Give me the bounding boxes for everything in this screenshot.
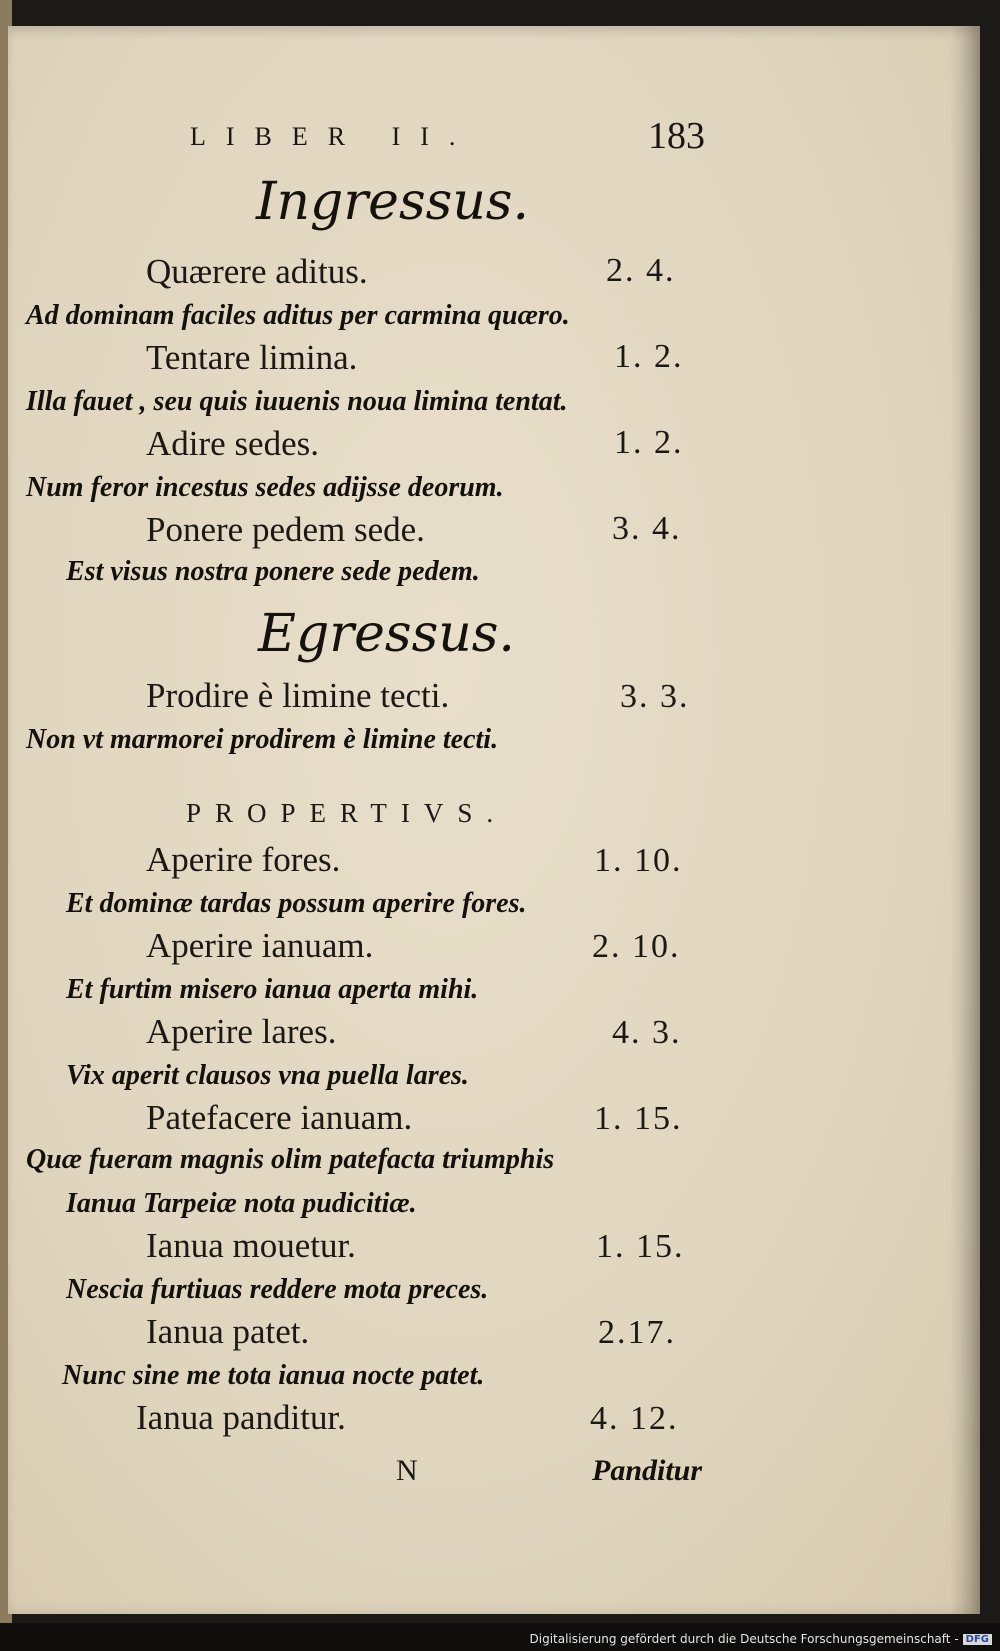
heading-ingressus: Ingressus. [256,172,530,232]
section-title-propertius: PROPERTIVS. [186,798,508,828]
dfg-logo-icon: DFG [963,1634,992,1645]
book-page [8,26,980,1614]
verse-line: Et dominæ tardas possum aperire fores. [66,888,527,919]
reference: 1. 10. [594,842,683,879]
reference: 1. 15. [596,1228,685,1265]
reference: 2. 10. [592,928,681,965]
phrase: Aperire fores. [146,840,341,879]
phrase: Prodire è limine tecti. [146,676,450,715]
verse-line: Illa fauet , seu quis iuuenis noua limina tentat. [26,386,568,417]
signature-mark: N [396,1454,418,1487]
reference: 2.17. [598,1314,676,1351]
verse-line: Ad dominam faciles aditus per carmina quæro. [26,300,570,331]
running-head: LIBER II. [190,122,476,151]
heading-egressus: Egressus. [258,604,515,664]
phrase: Ponere pedem sede. [146,510,425,549]
credit-text: Digitalisierung gefördert durch die Deutsche Forschungsgemeinschaft - [529,1632,959,1646]
phrase: Patefacere ianuam. [146,1098,413,1137]
phrase: Tentare limina. [146,338,358,377]
phrase: Adire sedes. [146,424,320,463]
digitization-credit [530,1632,993,1646]
reference: 3. 3. [620,678,690,715]
phrase: Ianua panditur. [136,1398,346,1437]
page-gutter-shadow [950,26,980,1614]
verse-line: Nescia furtiuas reddere mota preces. [66,1274,489,1305]
folio-number: 183 [648,115,705,157]
verse-line: Et furtim misero ianua aperta mihi. [66,974,479,1005]
reference: 4. 12. [590,1400,679,1437]
phrase: Aperire lares. [146,1012,337,1051]
reference: 4. 3. [612,1014,682,1051]
reference: 3. 4. [612,510,682,547]
reference: 2. 4. [606,252,676,289]
phrase: Ianua patet. [146,1312,310,1351]
verse-line: Vix aperit clausos vna puella lares. [66,1060,469,1091]
verse-line: Num feror incestus sedes adijsse deorum. [26,472,504,503]
reference: 1. 15. [594,1100,683,1137]
reference: 1. 2. [614,424,684,461]
catchword: Panditur [592,1454,703,1487]
verse-line: Ianua Tarpeiæ nota pudicitiæ. [66,1188,417,1219]
phrase: Aperire ianuam. [146,926,374,965]
verse-line: Non vt marmorei prodirem è limine tecti. [26,724,499,755]
verse-line: Est visus nostra ponere sede pedem. [66,556,480,587]
reference: 1. 2. [614,338,684,375]
verse-line: Nunc sine me tota ianua nocte patet. [62,1360,485,1391]
phrase: Ianua mouetur. [146,1226,356,1265]
footer-bar [0,1623,1000,1651]
phrase: Quærere aditus. [146,252,368,291]
verse-line: Quæ fueram magnis olim patefacta triumphis [26,1144,555,1175]
